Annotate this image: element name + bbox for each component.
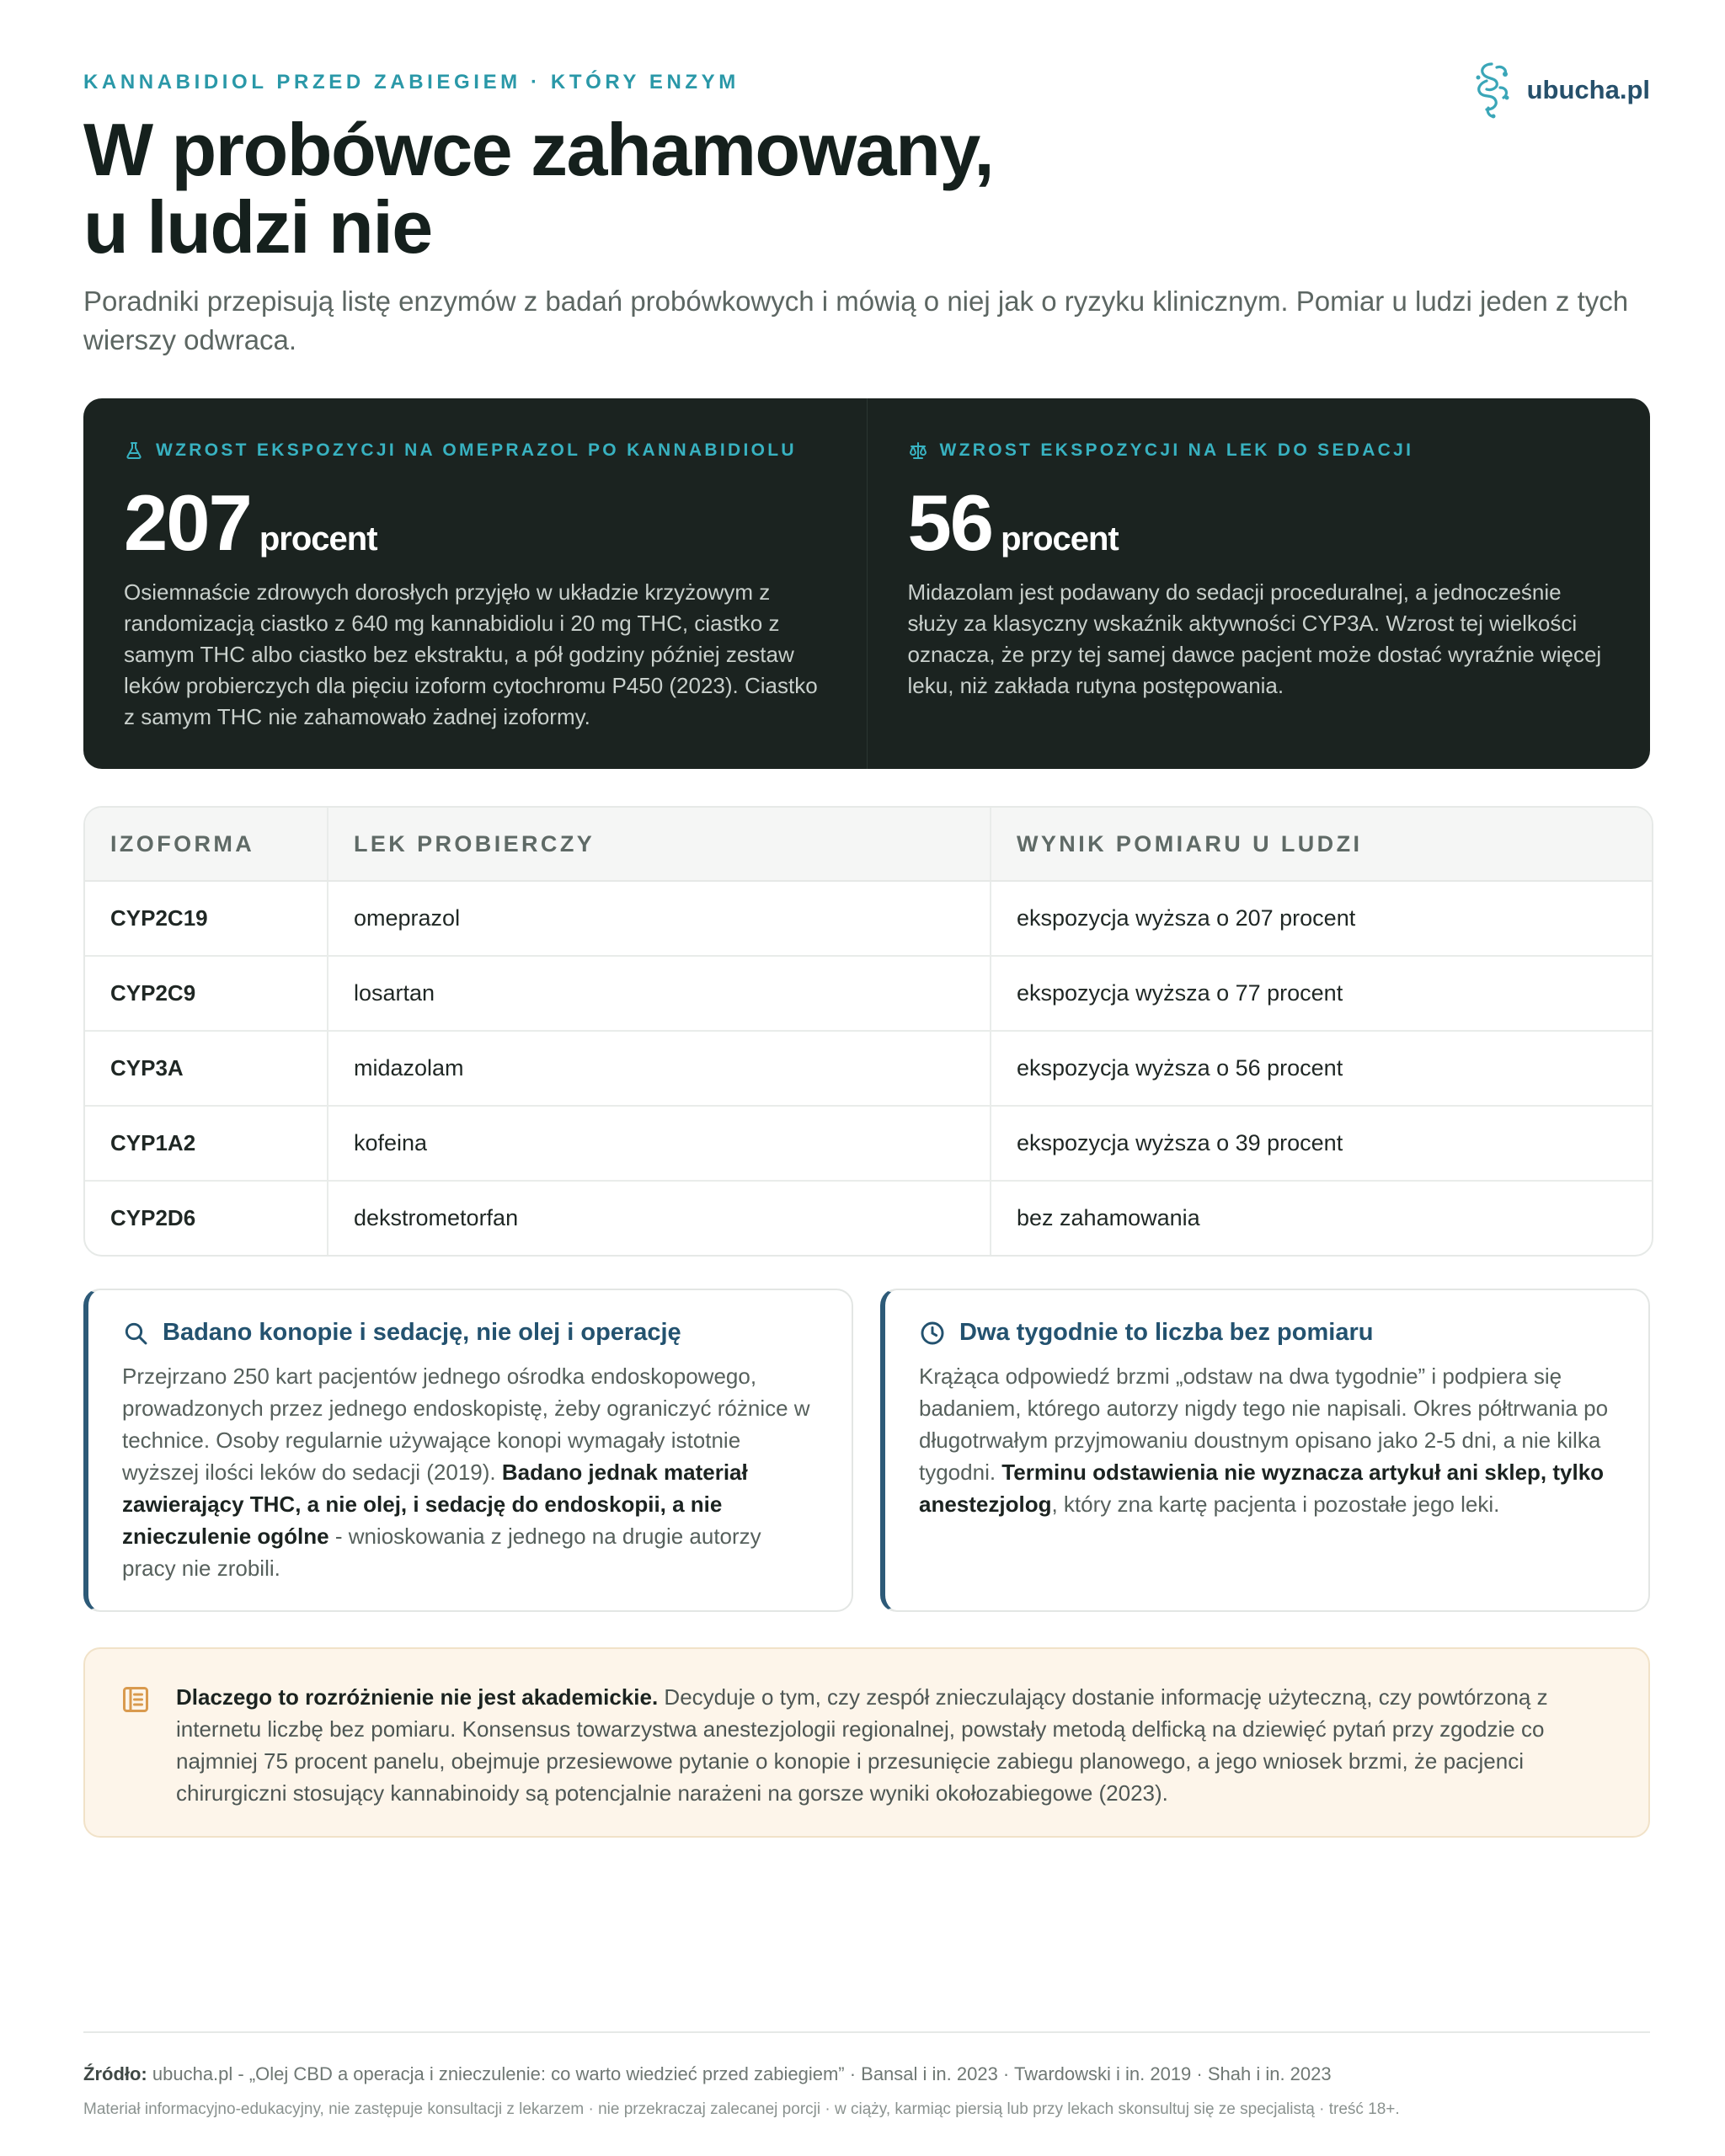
table-header-row (85, 808, 1652, 881)
search-icon (122, 1320, 149, 1347)
stat-unit: procent (259, 520, 377, 558)
cell-result: ekspozycja wyższa o 77 procent (991, 956, 1652, 1031)
clock-icon (919, 1320, 946, 1347)
stat-label: WZROST EKSPOZYCJI NA OMEPRAZOL PO KANNABIDIOLU (156, 440, 797, 460)
stat-midazolam (867, 398, 1651, 769)
callout-text: Przejrzano 250 kart pacjentów jednego ośrodka endoskopowego, prowadzonych przez jednego endoskopistę, żeby ograniczyć różnice w technice. Osoby regularnie używające konopi wymagały istotnie wyższej ilości leków do sedacji (2019). Badano jednak materiał zawierający THC, a nie olej, i sedację do endoskopii, a nie znieczulenie ogólne - wnioskowania z jednego na drugie autorzy pracy nie zrobili. (122, 1364, 810, 1581)
logo[interactable] (1468, 59, 1650, 121)
stats-card (83, 398, 1650, 769)
brand-name: ubucha.pl (1526, 75, 1650, 104)
cell-result: ekspozycja wyższa o 207 procent (991, 881, 1652, 956)
cell-isoform: CYP2D6 (85, 1181, 328, 1255)
callout-two-weeks (880, 1289, 1650, 1612)
column-header-izoforma: IZOFORMA (85, 808, 328, 881)
table-row (85, 1181, 1652, 1255)
table-row (85, 881, 1652, 956)
stat-value: 207 (124, 478, 251, 567)
disclaimer: Materiał informacyjno-edukacyjny, nie zastępuje konsultacji z lekarzem · nie przekraczaj zalecanej porcji · w ciąży, karmiąc piersią lub przy lekach skonsultuj się ze specjalistą · treść 18+. (83, 2100, 1400, 2118)
cell-isoform: CYP3A (85, 1031, 328, 1106)
isoform-table (83, 806, 1653, 1257)
title-line-1: W probówce zahamowany, (83, 108, 994, 191)
callout-title: Badano konopie i sedację, nie olej i operację (122, 1319, 818, 1347)
logo-icon (1468, 59, 1515, 121)
table-row (85, 1106, 1652, 1181)
callout-text: Krążąca odpowiedź brzmi „odstaw na dwa tygodnie” i podpiera się badaniem, którego autorzy nigdy tego nie napisali. Okres półtrwania po długotrwałym przyjmowaniu doustnym opisano jako 2-5 dni, a nie kilka tygodni. Terminu odstawienia nie wyznacza artykuł ani sklep, tylko anestezjolog, który zna kartę pacjenta i pozostałe jego leki. (919, 1364, 1609, 1517)
note-text: Dlaczego to rozróżnienie nie jest akademickie. Decyduje o tym, czy zespół znieczulający dostanie informację użyteczną, czy powtórzoną z internetu liczbę bez pomiaru. Konsensus towarzystwa anestezjologii regionalnej, powstały metodą delficką na dziewięć pytań przy zgodzie co najmniej 75 procent panelu, obejmuje przesiewowe pytanie o konopie i przesunięcie zabiegu planowego, a jego wniosek brzmi, że pacjenci chirurgiczni stosujący kannabinoidy są potencjalnie narażeni na gorsze wyniki okołozabiegowe (2023). (176, 1684, 1548, 1806)
column-header-lek: LEK PROBIERCZY (328, 808, 991, 881)
flask-icon (124, 440, 144, 461)
cell-drug: losartan (328, 956, 991, 1031)
callout-title: Dwa tygodnie to liczba bez pomiaru (919, 1319, 1615, 1347)
column-header-wynik: WYNIK POMIARU U LUDZI (991, 808, 1652, 881)
cell-drug: omeprazol (328, 881, 991, 956)
cell-result: ekspozycja wyższa o 39 procent (991, 1106, 1652, 1181)
cell-result: ekspozycja wyższa o 56 procent (991, 1031, 1652, 1106)
document-icon (120, 1684, 151, 1715)
table-row (85, 956, 1652, 1031)
footer (83, 2031, 1650, 2119)
kicker: KANNABIDIOL PRZED ZABIEGIEM · KTÓRY ENZYM (83, 71, 740, 93)
title-line-2: u ludzi nie (83, 185, 432, 269)
stat-unit: procent (1001, 520, 1119, 558)
stat-description: Osiemnaście zdrowych dorosłych przyjęło w układzie krzyżowym z randomizacją ciastko z 640 mg kannabidiolu i 20 mg THC, ciastko z samym THC albo ciastko bez ekstraktu, a pół godziny później zestaw leków probierczych dla pięciu izoform cytochromu P450 (2023). Ciastko z samym THC nie zahamowało żadnej izoformy. (124, 579, 818, 729)
callout-sedation (83, 1289, 853, 1612)
table-row (85, 1031, 1652, 1106)
lead-paragraph: Poradniki przepisują listę enzymów z badań probówkowych i mówią o niej jak o ryzyku klinicznym. Pomiar u ludzi jeden z tych wierszy odwraca. (83, 286, 1629, 355)
stat-label: WZROST EKSPOZYCJI NA LEK DO SEDACJI (939, 440, 1414, 460)
cell-drug: midazolam (328, 1031, 991, 1106)
cell-isoform: CYP1A2 (85, 1106, 328, 1181)
source-line: Źródło: ubucha.pl - „Olej CBD a operacja i znieczulenie: co warto wiedzieć przed zabiegiem” · Bansal i in. 2023 · Twardowski i in. 2019 · Shah i in. 2023 (83, 2063, 1332, 2084)
stat-omeprazol (83, 398, 867, 769)
stat-description: Midazolam jest podawany do sedacji proceduralnej, a jednocześnie służy za klasyczny wskaźnik aktywności CYP3A. Wzrost tej wielkości oznacza, że przy tej samej dawce pacjent może dostać wyraźnie więcej leku, niż zakłada rutyna postępowania. (907, 579, 1602, 698)
cell-isoform: CYP2C9 (85, 956, 328, 1031)
stat-value: 56 (907, 478, 993, 567)
cell-drug: kofeina (328, 1106, 991, 1181)
note-box (83, 1647, 1650, 1838)
scale-icon (908, 440, 928, 461)
page-title (83, 108, 1263, 269)
cell-isoform: CYP2C19 (110, 905, 208, 931)
cell-result: bez zahamowania (991, 1181, 1652, 1255)
cell-drug: dekstrometorfan (328, 1181, 991, 1255)
